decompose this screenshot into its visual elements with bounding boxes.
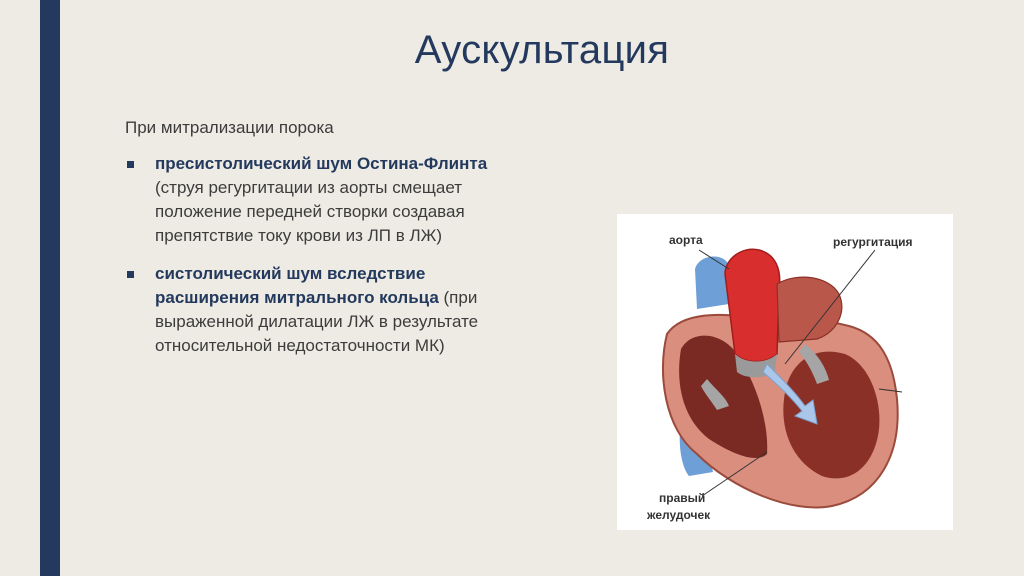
label-right-ventricle-line2: желудочек (647, 508, 711, 522)
bullet-list (125, 152, 525, 372)
slide-title: Аускультация (414, 28, 670, 72)
aorta-vessel (725, 249, 780, 361)
heart-illustration (617, 214, 953, 530)
bullet-highlight: пресистолический шум Остина-Флинта (155, 154, 488, 173)
bullet-highlight: систолический шум вследствие расширения митрального кольца (155, 264, 439, 307)
bullet-item-2 (125, 262, 525, 358)
square-bullet-icon (127, 271, 134, 278)
heart-illustration-svg (617, 214, 953, 530)
intro-text: При митрализации порока (125, 118, 334, 137)
label-aorta: аорта (669, 233, 703, 247)
vena-cava-top (695, 257, 729, 309)
label-regurgitation: регургитация (833, 235, 913, 249)
bullet-text: (струя регургитации из аорты смещает положение передней створки создавая препятствие току крови из ЛП в ЛЖ) (155, 178, 465, 245)
label-right-ventricle-line1: правый (659, 491, 706, 505)
bullet-item-1 (125, 152, 525, 248)
bullet-text: (при выраженной дилатации ЛЖ в результате относительной недостаточности МК) (155, 288, 479, 355)
square-bullet-icon (127, 161, 134, 168)
left-accent-bar (40, 0, 60, 576)
